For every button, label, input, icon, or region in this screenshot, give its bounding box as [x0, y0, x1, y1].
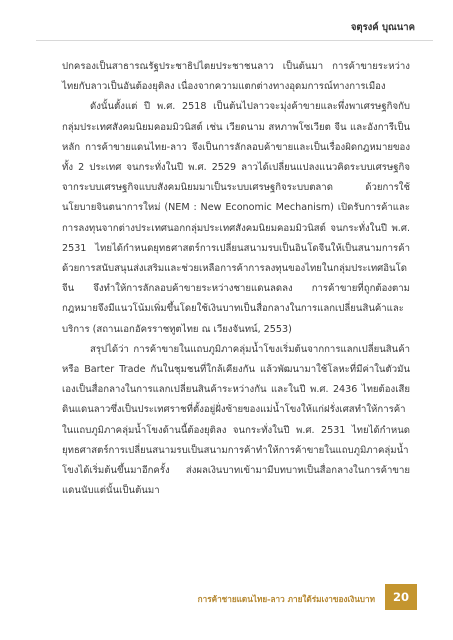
paragraph-1: ปกครองเป็นสาธารณรัฐประชาธิปไตยประชาชนลาว เป็นต้นมา การค้าขายระหว่างไทยกับลาวเป็นอันต้องยุติลง เนื่องจากความแตกต่างทางอุดมการณ์ทางการเมือง	[62, 61, 410, 93]
footer-book-title: การค้าชายแดนไทย-ลาว ภายใต้ร่มเงาของเงินบาท	[197, 594, 375, 604]
page-number: 20	[392, 590, 409, 604]
running-header-author: จตุรงค์ บุณนาค	[350, 22, 415, 33]
header-divider	[36, 40, 433, 41]
paragraph-3: สรุปได้ว่า การค้าขายในแถบภูมิภาคลุ่มน้ำโขงเริ่มต้นจากการแลกเปลี่ยนสินค้า หรือ Barter Trade กันในชุมชนที่ใกล้เคียงกัน แล้วพัฒนามาใช้โลหะที่มีค่าในตัวมันเองเป็นสื่อกลางในการแลกเปลี่ยนสินค้าระหว่างกัน และในปี พ.ศ. 2436 ไทยต้องเสียดินแดนลาวซึ่งเป็นประเทศราชที่ตั้งอยู่ฝั่งซ้ายของแม่น้ำโขงให้แก่ฝรั่งเศสทำให้การค้าในแถบภูมิภาคลุ่มน้ำโขงด้านนี้ต้องยุติลง จนกระทั่งในปี พ.ศ. 2531 ไทยได้กำหนดยุทธศาสตร์การเปลี่ยนสนามรบเป็นสนามการค้าทำให้การค้าขายในแถบภูมิภาคลุ่มน้ำโขงได้เริ่มต้นขึ้นมาอีกครั้ง ส่งผลเงินบาทเข้ามามีบทบาทเป็นสื่อกลางในการค้าขายแดนนับแต่นั้นเป็นต้นมา	[62, 343, 410, 497]
body-text	[62, 57, 410, 501]
paragraph-2: ดังนั้นตั้งแต่ ปี พ.ศ. 2518 เป็นต้นไปลาวจะมุ่งค้าขายและพึ่งพาเศรษฐกิจกับกลุ่มประเทศสังคมนิยมคอมมิวนิสต์ เช่น เวียดนาม สหภาพโซเวียต จีน และอังการีเป็นหลัก การค้าขายแดนไทย-ลาว จึงเป็นการลักลอบค้าขายและเป็นเรื่องผิดกฎหมายของทั้ง 2 ประเทศ จนกระทั่งในปี พ.ศ. 2529 ลาวได้เปลี่ยนแปลงแนวคิดระบบเศรษฐกิจจากระบบเศรษฐกิจแบบสังคมนิยมมาเป็นระบบเศรษฐกิจระบบตลาด ด้วยการใช้นโยบายจินตนาการใหม่ (NEM : New Economic Mechanism) เปิดรับการค้าและการลงทุนจากต่างประเทศนอกกลุ่มประเทศสังคมนิยมคอมมิวนิสต์ จนกระทั่งในปี พ.ศ. 2531 ไทยได้กำหนดยุทธศาสตร์การเปลี่ยนสนามรบเป็นอินโดจีนให้เป็นสนามการค้าด้วยการสนับสนุนส่งเสริมและช่วยเหลือการค้าการลงทุนของไทยในกลุ่มประเทศอินโดจีน จึงทำให้การลักลอบค้าขายระหว่างชายแดนลดลง การค้าขายที่ถูกต้องตามกฎหมายจึงมีแนวโน้มเพิ่มขึ้นโดยใช้เงินบาทเป็นสื่อกลางในการแลกเปลี่ยนสินค้าและบริการ (สถานเอกอัครราชทูตไทย ณ เวียงจันทน์, 2553)	[62, 101, 410, 335]
page-number-badge	[385, 584, 417, 610]
